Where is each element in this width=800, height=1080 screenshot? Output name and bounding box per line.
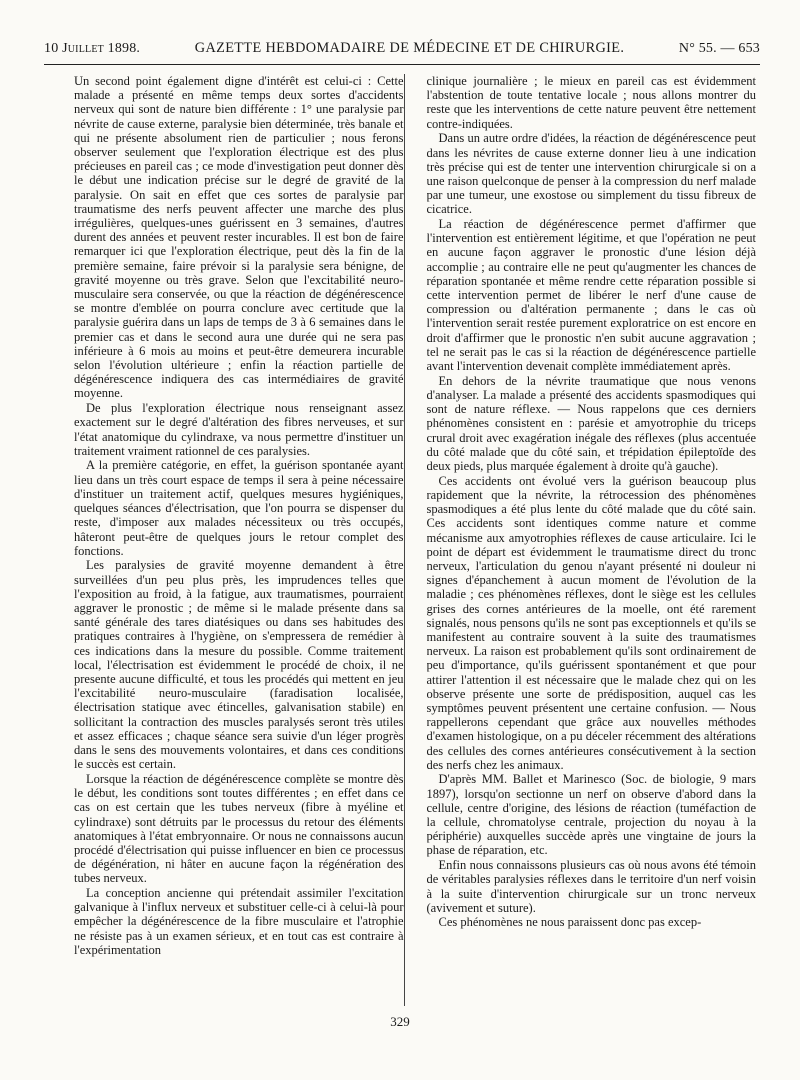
paragraph: A la première catégorie, en effet, la guérison spontanée ayant lieu dans un très court espace de temps il sera à peine nécessaire d'instituer un traitement actif, quelques mesures hygiéniques, quelques séances d'électrisation, que l'on pourra se dispenser du reste, d'imposer aux malades nécessiteux ou très occupés, hâteront peut-être de quelques jours le retour complet des fonctions. [74,458,404,558]
issue-date: 10 Juillet 1898. [44,41,141,56]
paragraph: La conception ancienne qui prétendait assimiler l'excitation galvanique à l'influx nerveux et substituer celle-ci à celui-là pour empêcher la dégénérescence de la fibre musculaire et l'atrophie ne résiste pas à un examen sérieux, et en tout cas est contraire à l'expérimentation [74,886,404,957]
page-number: 329 [390,1014,410,1029]
paragraph: Lorsque la réaction de dégénérescence complète se montre dès le début, les conditions sont toutes différentes ; en effet dans ce cas on est certain que les tubes nerveux (fibre à myéline et cylindraxe) sont détruits par le processus du retour des éléments anatomiques à l'état embryonnaire. Or nous ne connaissons aucun procédé d'électrisation qui puisse influencer en bien ce processus de dégénération, ni hâter en aucune façon la régénération des tubes nerveux. [74,771,404,886]
journal-title: GAZETTE HEBDOMADAIRE DE MÉDECINE ET DE CHIRURGIE. [194,40,625,56]
paragraph: La réaction de dégénérescence permet d'affirmer que l'intervention est entièrement légitime, et que l'opération ne peut en aucune façon aggraver le pronostic d'une lésion déjà accomplie ; au contraire elle ne peut qu'augmenter les chances de réparation spontanée et même rendre cette réparation possible si cette intervention permet de libérer le nerf d'une cause de compression ou d'altération permanente ; dans le cas où l'intervention serait restée purement exploratrice on est encore en droit d'affirmer que le pronostic n'en subit aucune aggravation ; tel ne serait pas le cas si la réaction de dégénérescence partielle avant l'intervention devenait complète immédiatement après. [426,217,756,374]
paragraph: Dans un autre ordre d'idées, la réaction de dégénérescence peut dans les névrites de cause externe donner lieu à une indication très précise qui est de tenter une intervention chirurgicale si on a une raison quelconque de penser à la compression du nerf malade par une tumeur, une exostose ou simplement du tissu fibreux de cicatrice. [426,131,756,217]
paragraph: clinique journalière ; le mieux en pareil cas est évidemment l'abstention de toute tentative locale ; nous allons montrer du reste que les interventions de cette nature peuvent être nettement contre-indiquées. [426,74,756,131]
paragraph: Un second point également digne d'intérêt est celui-ci : Cette malade a présenté en même temps deux sortes d'accidents nerveux qui sont de nature bien différente : 1° une paralysie par névrite de cause externe, paralysie bien déterminée, très banale et qui ne présente absolument rien de particulier ; nous ferons observer seulement que l'exploration électrique est des plus précieuses en pareil cas ; ce mode d'investigation peut donner dès le début une indication précise sur le degré de gravité de la paralysie. On sait en effet que ces sortes de paralysie par traumatisme des nerfs peuvent affecter une marche des plus irrégulières, quelques-unes guérissent en 3 semaines, d'autres durent des années et peuvent rester incurables. Il est bon de faire remarquer ici que l'exploration électrique, peut dès la fin de la première semaine, faire prévoir si la paralysie sera bénigne, de gravité moyenne ou très grave. Selon que l'excitabilité neuro-musculaire sera conservée, ou que la réaction de dégénérescence se montre d'emblée on pourra conclure avec certitude que la paralysie guérira dans un laps de temps de 3 à 6 semaines dans le premier cas et dans le second aura une durée qui ne sera pas inférieure à 6 mois au moins et peut-être demeurera incurable selon l'évolution ultérieure ; enfin la réaction partielle de dégénérescence indiquera des cas intermédiaires de gravité moyenne. [74,74,404,401]
right-column [427,74,757,1014]
paragraph: D'après MM. Ballet et Marinesco (Soc. de biologie, 9 mars 1897), lorsqu'on sectionne un nerf on observe d'abord dans la cellule, centre d'origine, des lésions de réaction (tuméfaction de la cellule, chromatolyse centrale, projection du noyau à la périphérie) auxquelles succède après une vingtaine de jours la phase de réparation, etc. [426,772,756,858]
paragraph: Les paralysies de gravité moyenne demandent à être surveillées d'un peu plus près, les imprudences telles que l'exposition au froid, à la fatigue, aux traumatismes, pourraient aggraver le pronostic ; de même si le malade présente dans sa santé générale des tares diatésiques ou dans ses habitudes des pratiques contraires à l'hygiène, on s'empressera de remédier à ces indications dans la mesure du possible. Comme traitement local, l'électrisation est évidemment le procédé de choix, il ne presente aucune difficulté, et tous les procédés qui mettent en jeu l'excitabilité neuro-musculaire (faradisation localisée, électrisation statique avec étincelles, galvanisation stabile) en sollicitant la contraction des muscles paralysés seront très utiles et assez efficaces ; chaque séance sera suivie d'un léger progrès dans le sens des mouvements volontaires, et dans ces conditions le succès est certain. [74,558,404,772]
paragraph: En dehors de la névrite traumatique que nous venons d'analyser. La malade a présenté des accidents spasmodiques qui sont de nature réflexe. — Nous rappelons que ces derniers phénomènes consistent en : parésie et amyotrophie du triceps crural droit avec exagération inégale des réflexes (plus accentuée du côté malade que du côté sain, et trépidation épileptoïde des deux pieds, plus marquée également à droite qu'à gauche). [426,373,756,473]
paragraph: Ces accidents ont évolué vers la guérison beaucoup plus rapidement que la névrite, la rétrocession des phénomènes spasmodiques a été plus lente du côté malade que du côté sain. Ces accidents sont identiques comme nature et comme mécanisme aux amyotrophies réflexes de cause articulaire. Ici le point de départ est évidemment le traumatisme direct du tronc nerveux, l'articulation du genou n'ayant présenté ni douleur ni signes d'épanchement à aucun moment de l'évolution de la maladie ; ces phénomènes réflexes, dont le siège est les cellules grises des cornes antérieures de la moelle, ont été rarement signalés, nous pensons qu'ils ne sont pas exceptionnels et qu'ils se manifestent au contraire souvent à la suite des traumatismes nerveux. La raison est probablement qu'ils sont ordinairement de peu d'importance, qu'ils guérissent spontanément et que pour attirer l'attention il est nécessaire que le malade chez qui on les observe présente une sorte de prédisposition, auquel cas les symptômes peuvent présentent une certaine confusion. — Nous rappellerons cependant que grâce aux nouvelles méthodes d'examen histologique, on a pu déceler récemment des altérations des cellules des cornes antérieures consécutivement à la section des nerfs chez les animaux. [426,473,756,772]
paragraph: Ces phénomènes ne nous paraissent donc pas excep- [438,915,702,930]
running-header [44,40,760,64]
paragraph: De plus l'exploration électrique nous renseignant assez exactement sur le degré d'altération des fibres nerveuses, et sur l'état anatomique du cylindraxe, va nous permettre d'instituer un traitement vraiment rationnel de ces paralysies. [74,401,404,458]
paragraph: Enfin nous connaissons plusieurs cas où nous avons été témoin de véritables paralysies réflexes dans le territoire d'un nerf voisin à la suite d'intervention chirurgicale sur un tronc nerveux (avivement et suture). [426,858,756,915]
issue-number: N° 55. — 653 [678,41,760,56]
text-columns [74,74,756,1014]
left-column [74,74,404,1014]
header-rule [44,64,760,65]
